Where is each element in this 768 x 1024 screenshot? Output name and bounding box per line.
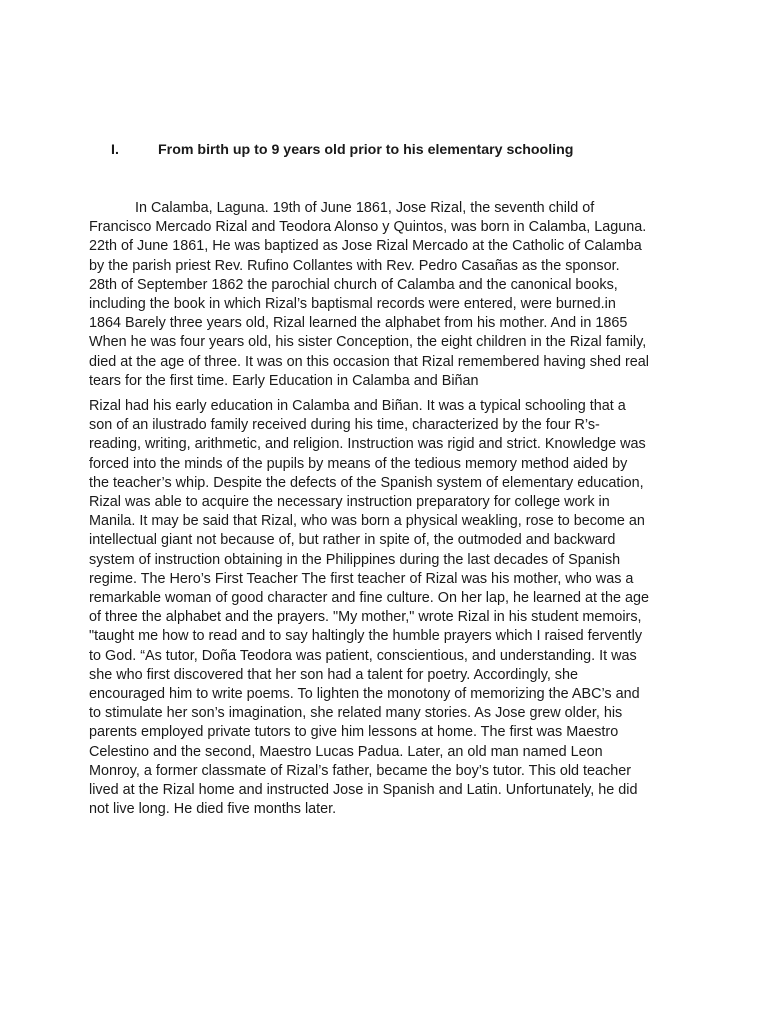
paragraph-early-education (89, 397, 689, 819)
section-title: From birth up to 9 years old prior to his elementary schooling (158, 142, 574, 158)
paragraph-birth (89, 199, 689, 391)
paragraph-birth-text: In Calamba, Laguna. 19th of June 1861, Jose Rizal, the seventh child of Francisco Mercado Rizal and Teodora Alonso y Quintos, was born in Calamba, Laguna. 22th of June 1861, He was baptized as Jose Rizal Mercado at the Catholic of Calamba by the parish priest Rev. Rufino Collantes with Rev. Pedro Casañas as the sponsor. 28th of September 1862 the parochial church of Calamba and the canonical books, including the book in which Rizal’s baptismal records were entered, were burned.in 1864 Barely three years old, Rizal learned the alphabet from his mother. And in 1865 When he was four years old, his sister Conception, the eight children in the Rizal family, died at the age of three. It was on this occasion that Rizal remembered having shed real tears for the first time. Early Education in Calamba and Biñan (89, 200, 649, 389)
section-heading (111, 141, 711, 159)
paragraph-early-education-text: Rizal had his early education in Calamba and Biñan. It was a typical schooling that a son of an ilustrado family received during his time, characterized by the four R’s- reading, writing, arithmetic, and religion. Instruction was rigid and strict. Knowledge was forced into the minds of the pupils by means of the tedious memory method aided by the teacher’s whip. Despite the defects of the Spanish system of elementary education, Rizal was able to acquire the necessary instruction preparatory for college work in Manila. It may be said that Rizal, who was born a physical weakling, rose to become an intellectual giant not because of, but rather in spite of, the outmoded and backward system of instruction obtaining in the Philippines during the last decades of Spanish regime. The Hero’s First Teacher The first teacher of Rizal was his mother, who was a remarkable woman of good character and fine culture. On her lap, he learned at the age of three the alphabet and the prayers. "My mother," wrote Rizal in his student memoirs, "taught me how to read and to say haltingly the humble prayers which I raised fervently to God. “As tutor, Doña Teodora was patient, conscientious, and understanding. It was she who first discovered that her son had a talent for poetry. Accordingly, she encouraged him to write poems. To lighten the monotony of memorizing the ABC’s and to stimulate her son’s imagination, she related many stories. As Jose grew older, his parents employed private tutors to give him lessons at home. The first was Maestro Celestino and the second, Maestro Lucas Padua. Later, an old man named Leon Monroy, a former classmate of Rizal’s father, became the boy’s tutor. This old teacher lived at the Rizal home and instructed Jose in Spanish and Latin. Unfortunately, he did not live long. He died five months later. (89, 398, 649, 818)
section-number: I. (111, 142, 119, 158)
document-body (89, 199, 689, 820)
